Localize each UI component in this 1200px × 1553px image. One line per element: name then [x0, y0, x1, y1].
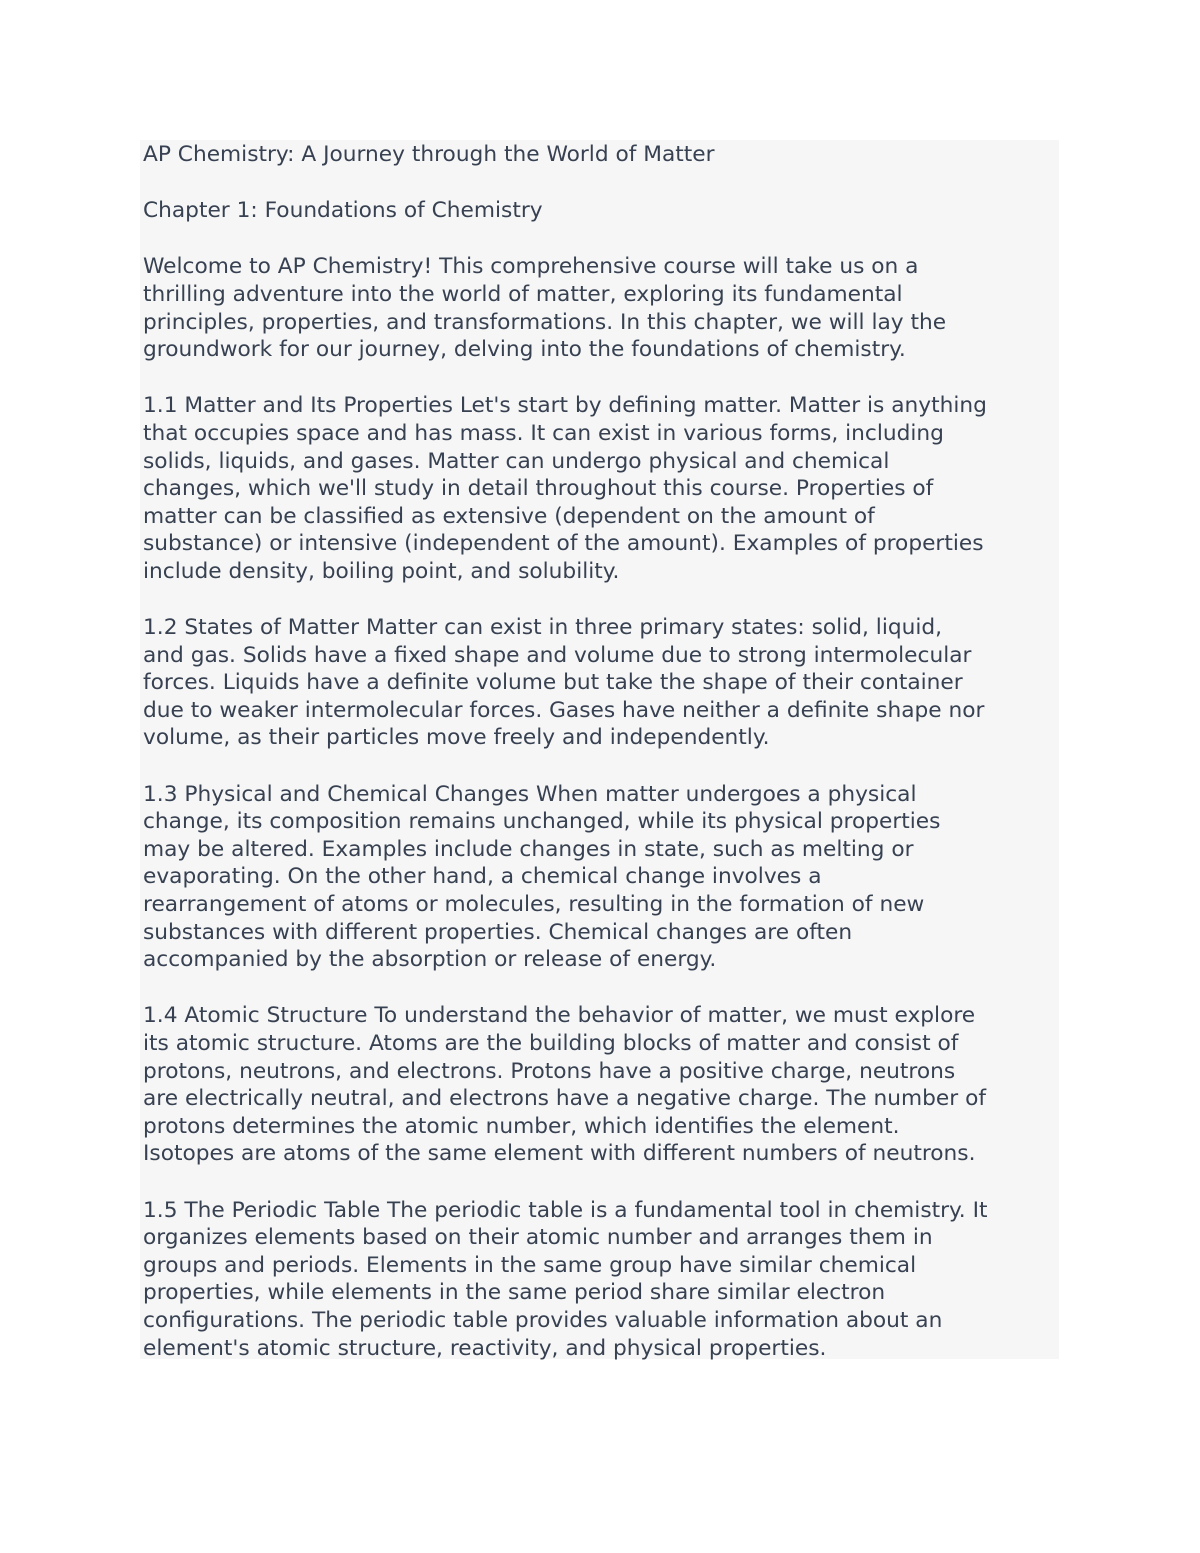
- paragraph-physical-chemical-changes: 1.3 Physical and Chemical Changes When matter undergoes a physical change, its composition remains unchanged, while its physical properties may be altered. Examples include changes in state, such as melting or evaporating. On the other hand, a chemical change involves a rearrangement of atoms or molecules, resulting in the formation of new substances with different properties. Chemical changes are often accompanied by the absorption or release of energy.: [143, 781, 941, 973]
- spacer: [143, 586, 1059, 615]
- paragraph-states-of-matter: 1.2 States of Matter Matter can exist in three primary states: solid, liquid, and gas. Solids have a fixed shape and volume due to strong intermolecular forces. Liquids have a definite volume but take the shape of their container due to weaker intermolecular forces. Gases have neither a definite shape nor volume, as their particles move freely and independently.: [143, 615, 985, 751]
- paragraph-periodic-table: 1.5 The Periodic Table The periodic table is a fundamental tool in chemistry. It organizes elements based on their atomic number and arranges them in groups and periods. Elements in the same group have similar chemical properties, while elements in the same period share similar electron configurations. The periodic table provides valuable information about an element's atomic structure, reactivity, and physical properties.: [143, 1197, 988, 1361]
- paragraph-matter-properties: 1.1 Matter and Its Properties Let's start by defining matter. Matter is anything that occupies space and has mass. It can exist in various forms, including solids, liquids, and gases. Matter can undergo physical and chemical changes, which we'll study in detail throughout this course. Properties of matter can be classified as extensive (dependent on the amount of substance) or intensive (independent of the amount). Examples of properties include density, boiling point, and solubility.: [143, 393, 987, 584]
- spacer: [143, 364, 1059, 393]
- spacer: [143, 225, 1059, 254]
- spacer: [143, 1168, 1059, 1197]
- paragraph-intro: Welcome to AP Chemistry! This comprehensive course will take us on a thrilling adventure into the world of matter, exploring its fundamental principles, properties, and transformations. In this chapter, we will lay the groundwork for our journey, delving into the foundations of chemistry.: [143, 254, 947, 363]
- spacer: [143, 169, 1059, 198]
- spacer: [143, 752, 1059, 781]
- paragraph-atomic-structure: 1.4 Atomic Structure To understand the behavior of matter, we must explore its atomic structure. Atoms are the building blocks of matter and consist of protons, neutrons, and electrons. Protons have a positive charge, neutrons are electrically neutral, and electrons have a negative charge. The number of protons determines the atomic number, which identifies the element. Isotopes are atoms of the same element with different numbers of neutrons.: [143, 1003, 986, 1167]
- chapter-heading: Chapter 1: Foundations of Chemistry: [143, 198, 543, 224]
- spacer: [143, 974, 1059, 1003]
- document-text-block: [140, 140, 1059, 1359]
- document-title: AP Chemistry: A Journey through the World of Matter: [143, 142, 715, 167]
